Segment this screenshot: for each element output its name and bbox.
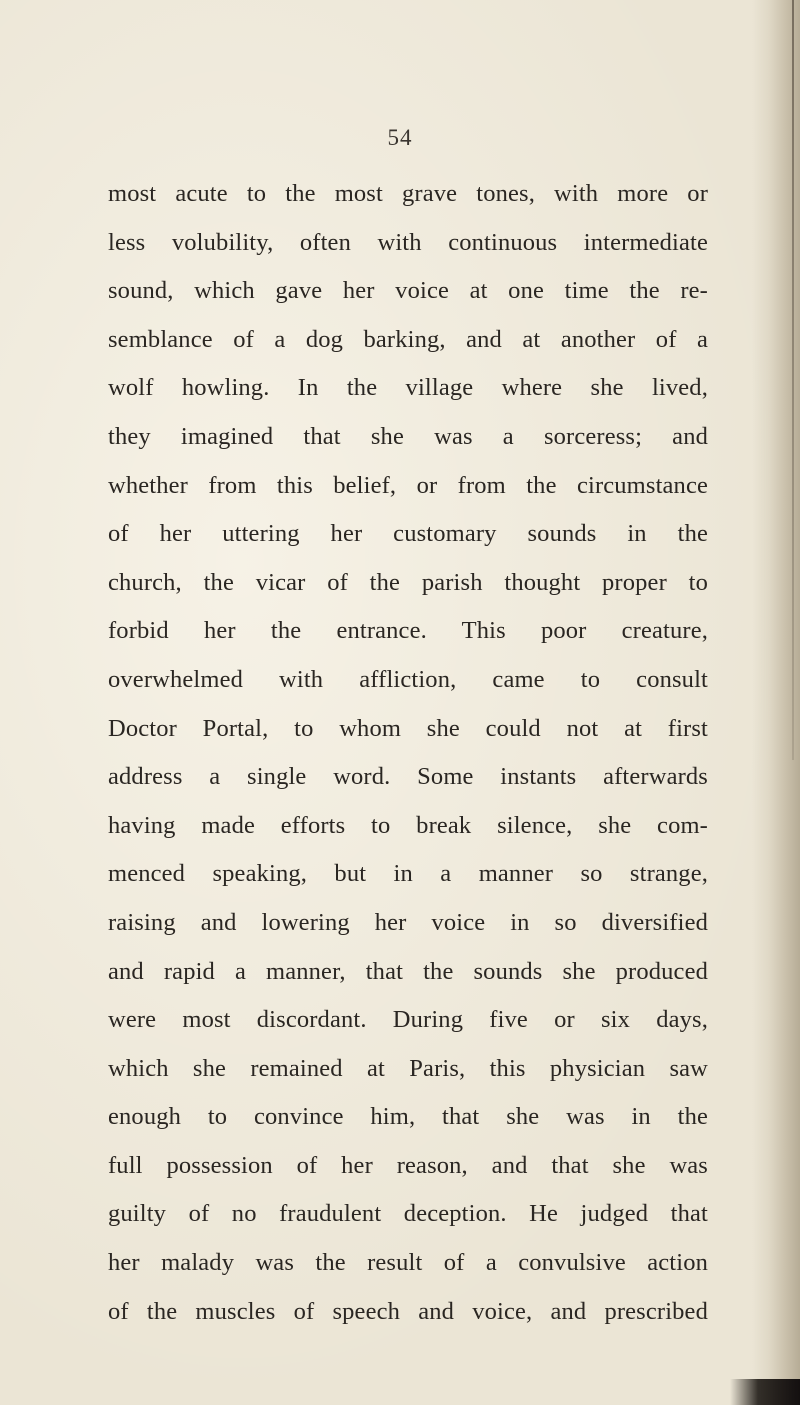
text-line: most acute to the most grave tones, with more or xyxy=(108,180,708,207)
text-line: menced speaking, but in a manner so strange, xyxy=(108,860,708,888)
text-line: which she remained at Paris, this physician saw xyxy=(108,1054,708,1082)
text-line: full possession of her reason, and that she was xyxy=(108,1151,708,1179)
text-line: sound, which gave her voice at one time the re- xyxy=(108,277,708,305)
page-number: 54 xyxy=(387,125,413,150)
text-line: church, the vicar of the parish thought proper to xyxy=(108,568,708,596)
text-line: Doctor Portal, to whom she could not at first xyxy=(108,714,708,742)
text-line: guilty of no fraudulent deception. He judged that xyxy=(108,1200,708,1228)
corner-shadow xyxy=(730,1379,800,1405)
text-line: forbid her the entrance. This poor creature, xyxy=(108,617,708,645)
text-line: of the muscles of speech and voice, and prescribed xyxy=(108,1297,708,1325)
text-line: and rapid a manner, that the sounds she produced xyxy=(108,957,708,985)
text-line: having made efforts to break silence, she com- xyxy=(108,811,708,839)
text-line: enough to convince him, that she was in the xyxy=(108,1103,708,1131)
text-line: whether from this belief, or from the circumstance xyxy=(108,471,708,499)
binding-edge-line xyxy=(792,0,794,760)
text-line: they imagined that she was a sorceress; and xyxy=(108,422,708,450)
text-line: overwhelmed with affliction, came to consult xyxy=(108,665,708,693)
text-line: of her uttering her customary sounds in the xyxy=(108,520,708,548)
text-line: were most discordant. During five or six days, xyxy=(108,1006,708,1034)
text-line: her malady was the result of a convulsive action xyxy=(108,1249,708,1277)
text-line: semblance of a dog barking, and at another of a xyxy=(108,325,708,353)
text-line: less volubility, often with continuous intermediate xyxy=(108,228,708,256)
body-text xyxy=(108,170,708,1336)
text-line: address a single word. Some instants afterwards xyxy=(108,763,708,791)
text-line: wolf howling. In the village where she lived, xyxy=(108,374,708,402)
text-line: raising and lowering her voice in so diversified xyxy=(108,908,708,936)
